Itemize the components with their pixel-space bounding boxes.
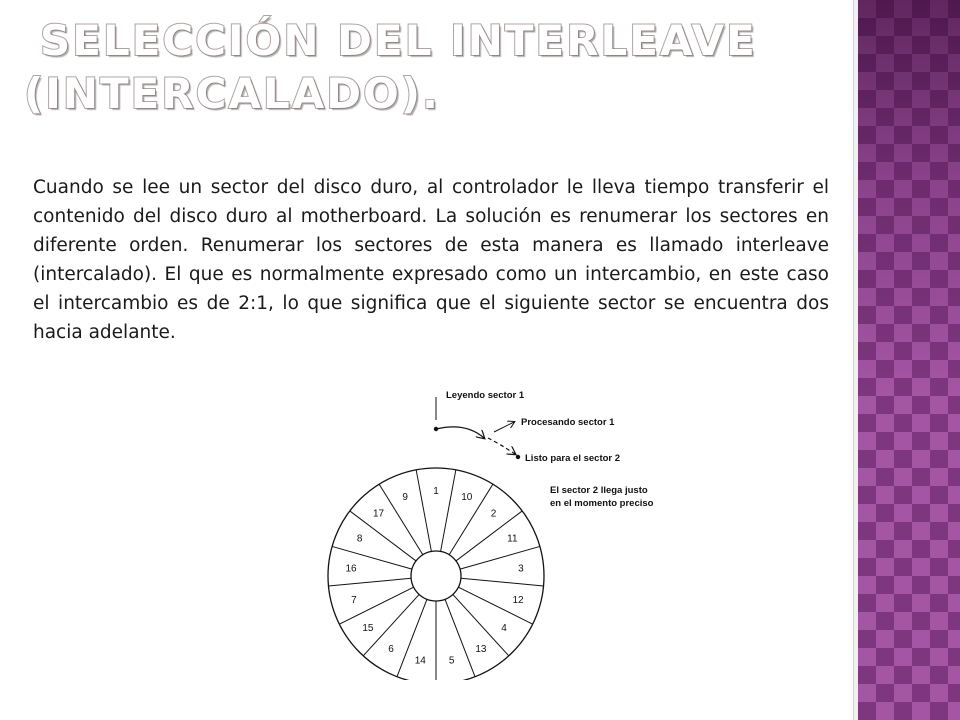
body-paragraph: Cuando se lee un sector del disco duro, al controlador le lleva tiempo transferir el contenido del disco duro al motherboard. La solución es renumerar los sectores en diferente orden. Renumerar los sectores de esta manera es llamado interleave (intercalado). El que es normalmente expresado como un intercambio, en este caso el intercambio es de 2:1, lo que significa que el siguiente sector se encuentra dos hacia adelante.	[33, 177, 829, 343]
sector-number-8: 8	[356, 533, 363, 545]
sector-number-10: 10	[461, 491, 473, 503]
sector-number-15: 15	[362, 622, 374, 634]
processing-pointer-line	[494, 422, 514, 432]
sector-number-3: 3	[518, 563, 524, 575]
sector-number-1: 1	[433, 486, 439, 498]
label-listo-para-sector-2: Listo para el sector 2	[525, 453, 621, 464]
sector-number-11: 11	[507, 533, 518, 545]
sector-number-14: 14	[414, 655, 426, 667]
sector-number-6: 6	[388, 644, 394, 656]
processing-dashed-arrow	[488, 438, 515, 454]
slide-title	[24, 14, 844, 120]
sector-number-9: 9	[402, 491, 408, 503]
label-sector-2-llega-line1: El sector 2 llega justo	[550, 485, 648, 496]
sector-number-12: 12	[512, 594, 524, 606]
sector-number-17: 17	[372, 508, 385, 520]
decorative-side-panel	[858, 0, 960, 720]
label-procesando-sector-1: Procesando sector 1	[521, 417, 615, 428]
sector-number-4: 4	[501, 622, 507, 634]
slide-title-line2: (INTERCALADO).	[24, 69, 440, 118]
sector-number-7: 7	[351, 594, 357, 606]
slide-title-line1: SELECCIÓN DEL INTERLEAVE	[40, 16, 757, 65]
label-sector-2-llega-line2: en el momento preciso	[550, 498, 654, 509]
sector-number-5: 5	[448, 655, 455, 667]
sector-number-2: 2	[490, 508, 497, 520]
sector-number-13: 13	[475, 644, 487, 656]
sector-number-16: 16	[345, 563, 357, 575]
label-leyendo-sector-1: Leyendo sector 1	[446, 390, 525, 401]
reading-arc-arrow	[436, 427, 484, 438]
disk-sector-wheel	[328, 468, 544, 680]
wheel-hub	[411, 551, 461, 601]
ready-dot	[516, 455, 520, 459]
interleave-diagram	[320, 380, 680, 680]
